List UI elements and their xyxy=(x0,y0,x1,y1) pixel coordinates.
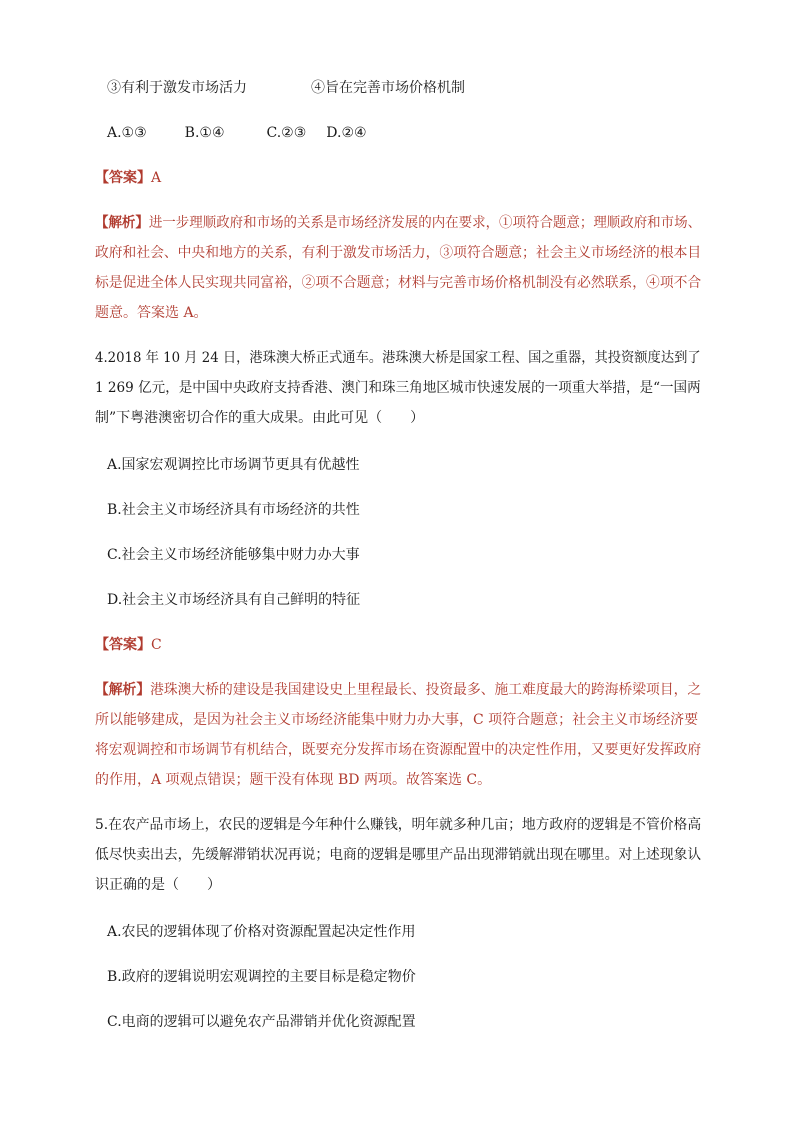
q5-stem-line-2: 低尽快卖出去，先缓解滞销状况再说；电商的逻辑是哪里产品出现滞销就出现在哪里。对上述现象认 xyxy=(95,847,702,863)
q4-stem-line-2: 1 269 亿元，是中国中央政府支持香港、澳门和珠三角地区城市快速发展的一项重大举措，是“一国两 xyxy=(95,380,701,396)
choice-d: D.②④ xyxy=(326,125,367,141)
q4-analysis-line-2: 所以能够建成，是因为社会主义市场经济能集中财力办大事，C 项符合题意；社会主义市场经济要 xyxy=(95,712,699,728)
choice-a: A.①③ xyxy=(107,125,147,141)
q4-answer-tag: 【答案】 xyxy=(95,637,151,653)
q4-option-b: B.社会主义市场经济具有市场经济的共性 xyxy=(107,502,360,518)
answer-line xyxy=(95,168,161,188)
q5-stem-line-1: 5.在农产品市场上，农民的逻辑是今年种什么赚钱，明年就多种几亩；地方政府的逻辑是不管价格高 xyxy=(95,817,702,833)
q4-analysis-tag: 【解析】 xyxy=(95,682,151,698)
option-4: ④旨在完善市场价格机制 xyxy=(311,80,465,96)
q4-answer-value: C xyxy=(151,637,162,653)
q4-stem-line-3: 制”下粤港澳密切合作的重大成果。由此可见（ ） xyxy=(95,410,425,426)
analysis-line-2: 政府和社会、中央和地方的关系，有利于激发市场活力，③项符合题意；社会主义市场经济的根本目 xyxy=(95,245,702,261)
q4-option-d: D.社会主义市场经济具有自己鲜明的特征 xyxy=(107,592,361,608)
q4-answer-line xyxy=(95,635,162,655)
q4-stem-line-1: 4.2018 年 10 月 24 日，港珠澳大桥正式通车。港珠澳大桥是国家工程、国之重器，其投资额度达到了 xyxy=(95,350,701,366)
q4-analysis-line-1: 【解析】港珠澳大桥的建设是我国建设史上里程最长、投资最多、施工难度最大的跨海桥梁项目，之 xyxy=(95,682,702,698)
analysis-tag: 【解析】 xyxy=(95,215,149,231)
option-row-3-4 xyxy=(107,78,465,98)
option-3: ③有利于激发市场活力 xyxy=(107,80,247,96)
q5-option-b: B.政府的逻辑说明宏观调控的主要目标是稳定物价 xyxy=(107,969,416,985)
analysis-line-1: 【解析】进一步理顺政府和市场的关系是市场经济发展的内在要求，①项符合题意；理顺政府和市场、 xyxy=(95,215,702,231)
analysis-line-4: 题意。答案选 A。 xyxy=(95,305,208,321)
q4-option-a: A.国家宏观调控比市场调节更具有优越性 xyxy=(107,457,360,473)
q5-option-c: C.电商的逻辑可以避免农产品滞销并优化资源配置 xyxy=(107,1014,416,1030)
q4-analysis-line-3: 将宏观调控和市场调节有机结合，既要充分发挥市场在资源配置中的决定性作用，又要更好发挥政府 xyxy=(95,742,702,758)
choice-b: B.①④ xyxy=(184,125,225,141)
q4-analysis-line-4: 的作用，A 项观点错误；题干没有体现 BD 两项。故答案选 C。 xyxy=(95,772,492,788)
answer-tag: 【答案】 xyxy=(95,170,151,186)
q4-option-c: C.社会主义市场经济能够集中财力办大事 xyxy=(107,547,360,563)
choice-row xyxy=(107,123,367,143)
q5-option-a: A.农民的逻辑体现了价格对资源配置起决定性作用 xyxy=(107,924,416,940)
choice-c: C.②③ xyxy=(266,125,307,141)
analysis-line-3: 标是促进全体人民实现共同富裕，②项不合题意；材料与完善市场价格机制没有必然联系，④项不合 xyxy=(95,275,702,291)
answer-value: A xyxy=(151,170,162,186)
q5-stem-line-3: 识正确的是（ ） xyxy=(95,877,221,893)
